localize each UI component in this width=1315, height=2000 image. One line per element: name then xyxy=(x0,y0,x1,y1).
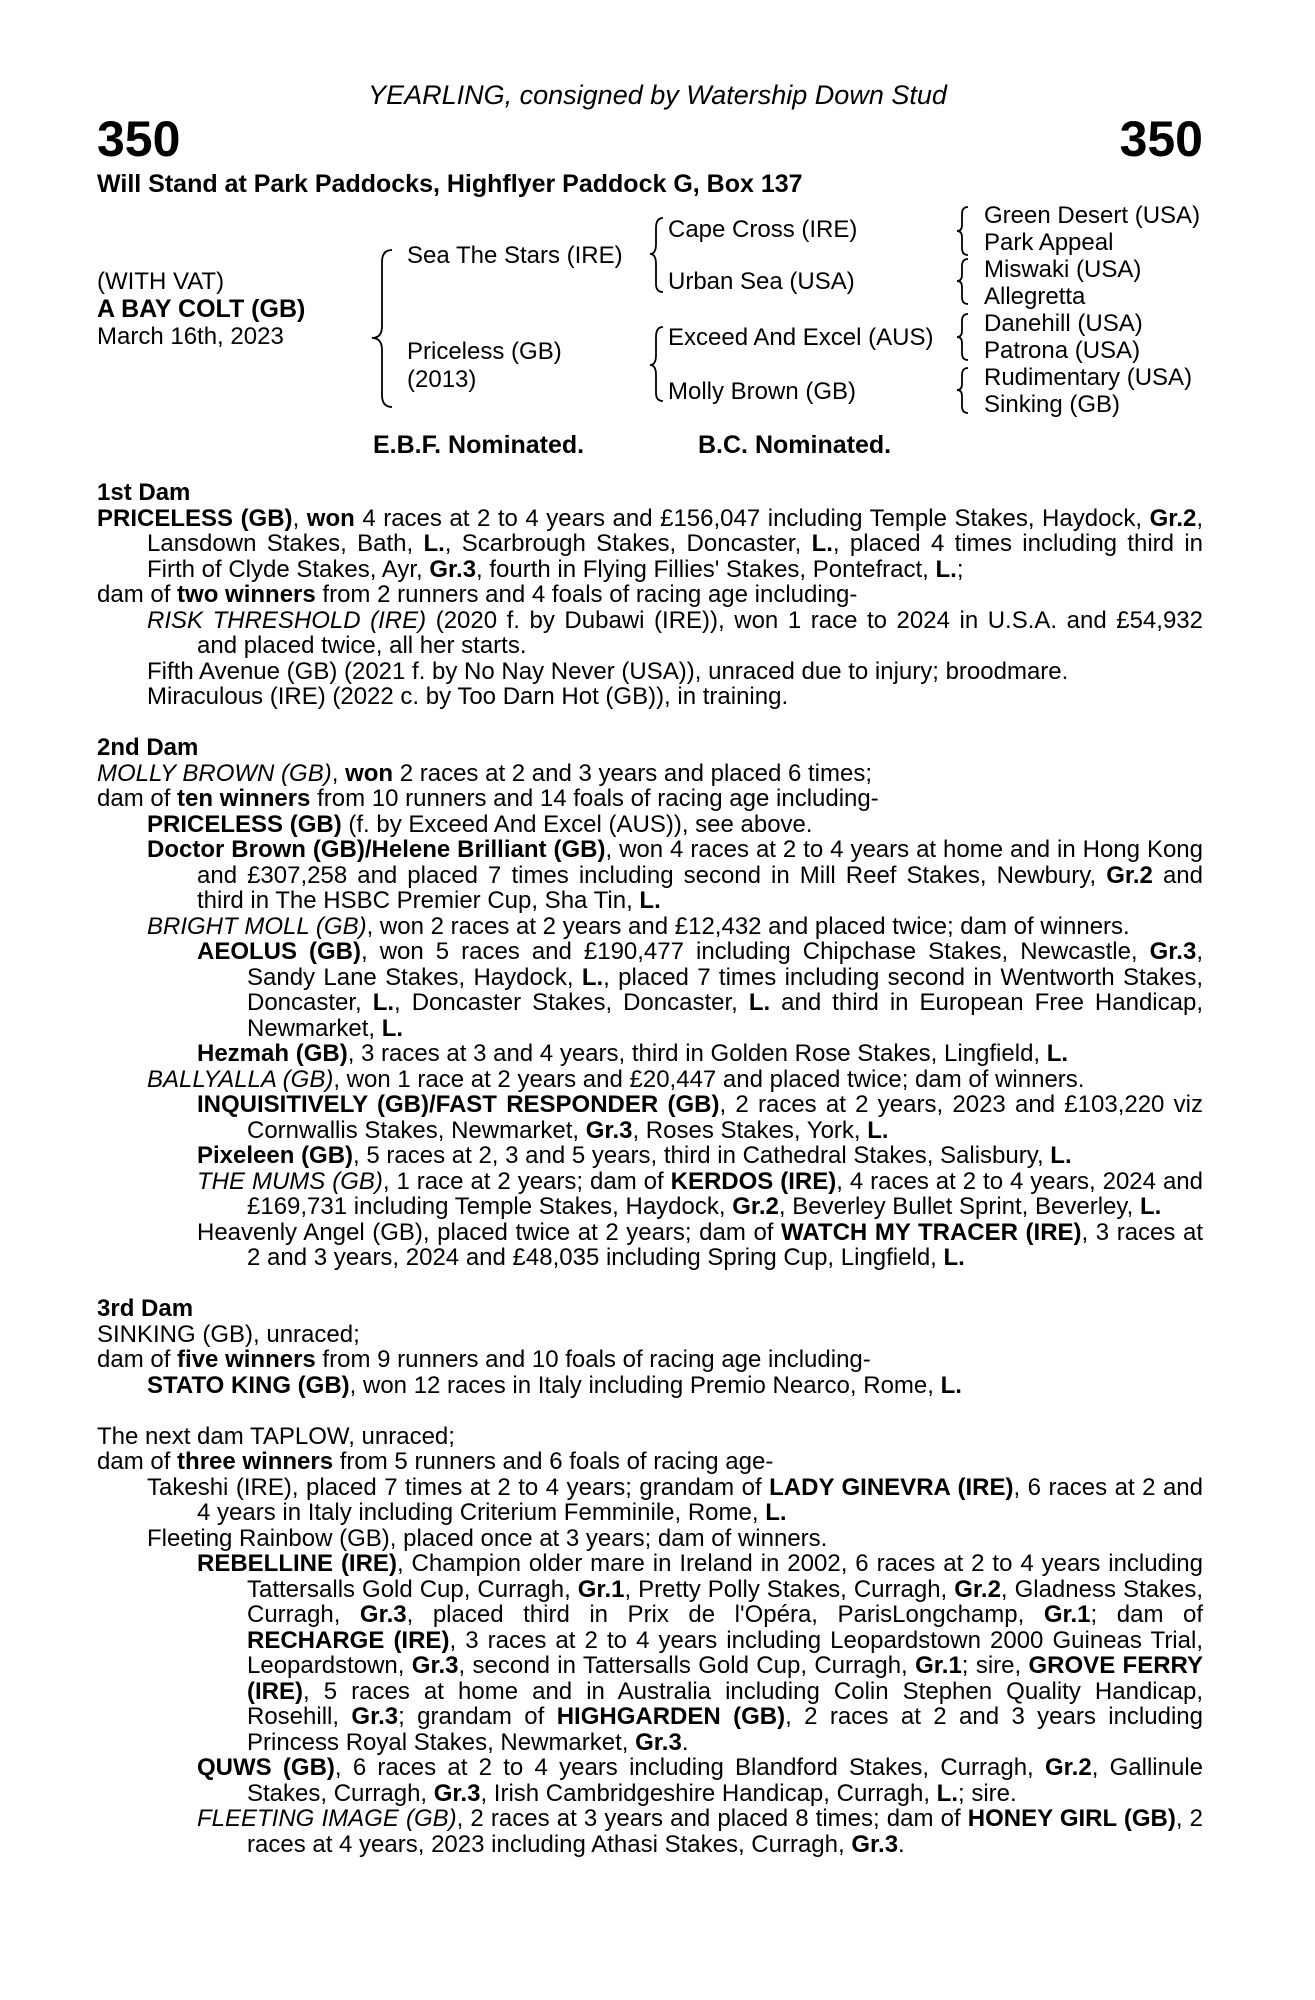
dam-dam: Molly Brown (GB) xyxy=(668,378,857,405)
second-dam-progeny-bright-moll: BRIGHT MOLL (GB), won 2 races at 2 years and £12,432 and placed twice; dam of winners. xyxy=(147,912,1130,940)
sire-dam: Urban Sea (USA) xyxy=(668,268,855,295)
grandsire-5: Danehill (USA) xyxy=(984,310,1143,337)
third-dam-record: SINKING (GB), unraced; xyxy=(97,1320,360,1348)
dam-brace xyxy=(650,327,663,401)
first-dam-progeny-2: Fifth Avenue (GB) (2021 f. by No Nay Never (USA)), unraced due to injury; broodmare. xyxy=(147,657,1069,685)
second-dam-progeny-ballyalla: BALLYALLA (GB), won 1 race at 2 years and £20,447 and placed twice; dam of winners. xyxy=(147,1065,1085,1093)
main-brace xyxy=(372,250,392,407)
grandprogeny-fleeting-image: FLEETING IMAGE (GB), 2 races at 3 years and placed 8 times; dam of HONEY GIRL (GB), 2 races at 4 years, 2023 including Athasi Stakes, Curragh, Gr.3. xyxy=(197,1805,1203,1858)
second-dam-progeny-priceless: PRICELESS (GB) (f. by Exceed And Excel (AUS)), see above. xyxy=(147,810,813,838)
next-dam-record: The next dam TAPLOW, unraced; xyxy=(97,1422,455,1450)
sire-sire: Cape Cross (IRE) xyxy=(668,216,858,243)
consignment-line: YEARLING, consigned by Watership Down Stud xyxy=(368,80,947,110)
grandsire-2: Park Appeal xyxy=(984,229,1114,256)
gen3-brace-4 xyxy=(957,368,968,413)
lot-number-left: 350 xyxy=(97,111,181,167)
third-dam-progeny-stato-king: STATO KING (GB), won 12 races in Italy including Premio Nearco, Rome, L. xyxy=(147,1371,962,1399)
horse-name: A BAY COLT (GB) xyxy=(97,295,306,323)
sire: Sea The Stars (IRE) xyxy=(407,242,623,269)
grandprogeny-inquisitively: INQUISITIVELY (GB)/FAST RESPONDER (GB), 2 races at 2 years, 2023 and £103,220 viz Cornwallis Stakes, Newmarket, Gr.3, Roses Stakes, York, L. xyxy=(197,1091,1203,1144)
gen3-brace-1 xyxy=(957,207,968,255)
grandprogeny-aeolus: AEOLUS (GB), won 5 races and £190,477 including Chipchase Stakes, Newcastle, Gr.3, Sandy Lane Stakes, Haydock, L., placed 7 times including second in Wentworth Stakes, Doncaster, L., Doncaster Stakes, Doncaster, L. and third in European Free Handicap, Newmarket, L. xyxy=(197,938,1203,1042)
ebf-nomination: E.B.F. Nominated. xyxy=(373,431,585,459)
second-dam-progeny-doctor-brown: Doctor Brown (GB)/Helene Brilliant (GB), won 4 races at 2 to 4 years at home and in Hong Kong and £307,258 and placed 7 times including second in Mill Reef Stakes, Newbury, Gr.2 and third in The HSBC Premier Cup, Sha Tin, L. xyxy=(147,836,1203,914)
dam-sire: Exceed And Excel (AUS) xyxy=(668,324,934,351)
first-dam-record: PRICELESS (GB), won 4 races at 2 to 4 years and £156,047 including Temple Stakes, Haydock, Gr.2, Lansdown Stakes, Bath, L., Scarbrough Stakes, Doncaster, L., placed 4 times including third in Firth of Clyde Stakes, Ayr, Gr.3, fourth in Flying Fillies' Stakes, Pontefract, L.; xyxy=(97,504,1204,583)
first-dam-heading: 1st Dam xyxy=(97,479,191,506)
next-dam-progeny-takeshi: Takeshi (IRE), placed 7 times at 2 to 4 years; grandam of LADY GINEVRA (IRE), 6 races at 2 and 4 years in Italy including Criterium Femminile, Rome, L. xyxy=(147,1473,1204,1526)
first-dam-produce: dam of two winners from 2 runners and 4 foals of racing age including- xyxy=(97,581,858,608)
lot-number-right: 350 xyxy=(1119,111,1203,167)
foaling-date: March 16th, 2023 xyxy=(97,323,284,350)
third-dam-heading: 3rd Dam xyxy=(97,1295,194,1322)
grandsire-3: Miswaki (USA) xyxy=(984,256,1142,283)
grandprogeny-the-mums: THE MUMS (GB), 1 race at 2 years; dam of KERDOS (IRE), 4 races at 2 to 4 years, 2024 and £169,731 including Temple Stakes, Haydock, Gr.2, Beverley Bullet Sprint, Beverley, L. xyxy=(197,1167,1203,1220)
third-dam-produce: dam of five winners from 9 runners and 10 foals of racing age including- xyxy=(97,1346,871,1373)
gen3-brace-3 xyxy=(957,314,968,360)
dam-year: (2013) xyxy=(407,366,477,393)
grandsire-6: Patrona (USA) xyxy=(984,337,1141,364)
grandsire-7: Rudimentary (USA) xyxy=(984,364,1193,391)
vat-note: (WITH VAT) xyxy=(97,268,225,295)
sire-brace xyxy=(650,218,663,292)
next-dam-produce: dam of three winners from 5 runners and 6 foals of racing age- xyxy=(97,1448,774,1475)
catalogue-body xyxy=(97,480,1203,1857)
next-dam-progeny-fleeting-rainbow: Fleeting Rainbow (GB), placed once at 3 years; dam of winners. xyxy=(147,1524,828,1552)
grandprogeny-heavenly-angel: Heavenly Angel (GB), placed twice at 2 years; dam of WATCH MY TRACER (IRE), 3 races at 2 and 3 years, 2024 and £48,035 including Spring Cup, Lingfield, L. xyxy=(197,1218,1203,1271)
grandsire-8: Sinking (GB) xyxy=(984,391,1121,418)
grandprogeny-rebelline: REBELLINE (IRE), Champion older mare in Ireland in 2002, 6 races at 2 to 4 years including Tattersalls Gold Cup, Curragh, Gr.1, Pretty Polly Stakes, Curragh, Gr.2, Gladness Stakes, Curragh, Gr.3, placed third in Prix de l'Opéra, ParisLongchamp, Gr.1; dam of RECHARGE (IRE), 3 races at 2 to 4 years including Leopardstown 2000 Guineas Trial, Leopardstown, Gr.3, second in Tattersalls Gold Cup, Curragh, Gr.1; sire, GROVE FERRY (IRE), 5 races at home and in Australia including Colin Stephen Quality Handicap, Rosehill, Gr.3; grandam of HIGHGARDEN (GB), 2 races at 2 and 3 years including Princess Royal Stakes, Newmarket, Gr.3. xyxy=(197,1550,1204,1756)
first-dam-progeny-1: RISK THRESHOLD (IRE) (2020 f. by Dubawi (IRE)), won 1 race to 2024 in U.S.A. and £54,932 and placed twice, all her starts. xyxy=(147,606,1203,659)
second-dam-produce: dam of ten winners from 10 runners and 14 foals of racing age including- xyxy=(97,785,879,812)
bc-nomination: B.C. Nominated. xyxy=(698,431,892,459)
grandprogeny-hezmah: Hezmah (GB), 3 races at 3 and 4 years, third in Golden Rose Stakes, Lingfield, L. xyxy=(197,1040,1069,1067)
second-dam-record: MOLLY BROWN (GB), won 2 races at 2 and 3 years and placed 6 times; xyxy=(97,759,873,787)
dam: Priceless (GB) xyxy=(407,338,562,365)
first-dam-progeny-3: Miraculous (IRE) (2022 c. by Too Darn Hot (GB)), in training. xyxy=(147,683,789,710)
grandsire-4: Allegretta xyxy=(984,283,1086,310)
second-dam-heading: 2nd Dam xyxy=(97,734,199,761)
grandprogeny-quws: QUWS (GB), 6 races at 2 to 4 years including Blandford Stakes, Curragh, Gr.2, Gallinule Stakes, Curragh, Gr.3, Irish Cambridgeshire Handicap, Curragh, L.; sire. xyxy=(197,1754,1203,1807)
gen3-brace-2 xyxy=(957,259,968,304)
stand-location: Will Stand at Park Paddocks, Highflyer Paddock G, Box 137 xyxy=(97,170,803,198)
grandprogeny-pixeleen: Pixeleen (GB), 5 races at 2, 3 and 5 years, third in Cathedral Stakes, Salisbury, L. xyxy=(197,1142,1072,1169)
grandsire-1: Green Desert (USA) xyxy=(984,202,1201,229)
